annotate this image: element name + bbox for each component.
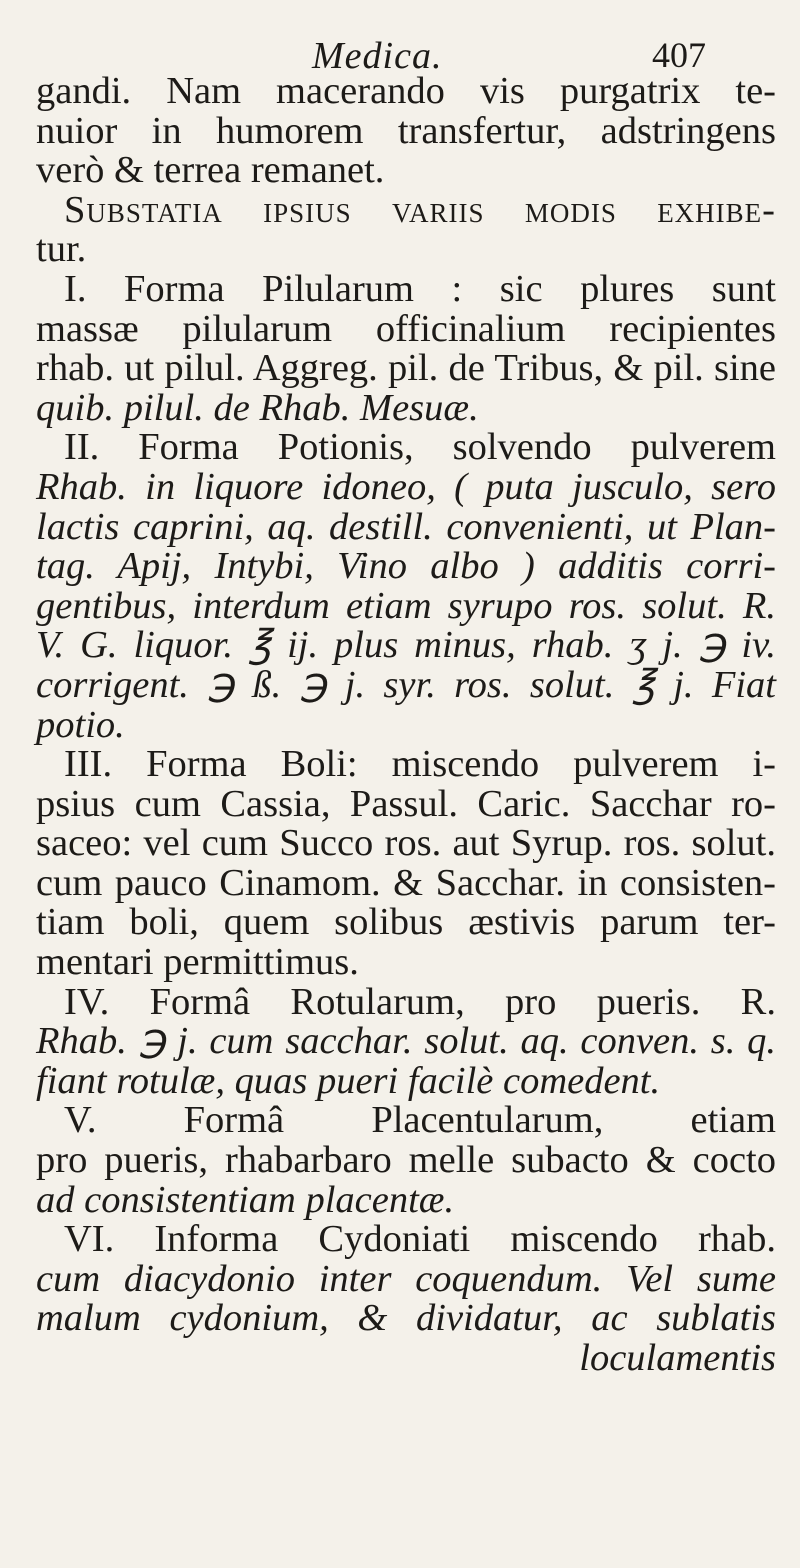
text-line: tag. Apij, Intybi, Vino albo ) additis corri- [36, 545, 776, 588]
text-line: verò & terrea remanet. [36, 149, 385, 192]
text-line: malum cydonium, & dividatur, ac sublatis [36, 1297, 776, 1340]
text-line: nuior in humorem transfertur, adstringens [36, 109, 776, 152]
text-line: tiam boli, quem solibus æstivis parum ter- [36, 901, 776, 944]
text-line: potio. [36, 703, 125, 746]
text-line: mentari permittimus. [36, 941, 359, 984]
page-number: 407 [652, 35, 706, 75]
text-line: gentibus, interdum etiam syrupo ros. solut. R. [36, 584, 776, 627]
text-line: corrigent. ℈ ß. ℈ j. syr. ros. solut. ℥ j. Fiat [36, 663, 776, 706]
text-line: massæ pilularum officinalium recipientes [36, 307, 776, 350]
text-line: II. Forma Potionis, solvendo pulverem [64, 426, 776, 469]
text-line: saceo: vel cum Succo ros. aut Syrup. ros. solut. [36, 822, 776, 865]
body-text [36, 72, 776, 1379]
text-line: cum pauco Cinamom. & Sacchar. in consisten- [36, 861, 776, 904]
text-line: Rhab. in liquore idoneo, ( puta jusculo, sero [36, 465, 776, 508]
running-title: Medica. [312, 35, 443, 77]
text-line: loculamentis [579, 1337, 776, 1379]
text-line: ad consistentiam placentæ. [36, 1178, 455, 1221]
text-line: tur. [36, 228, 87, 271]
text-line: IV. Formâ Rotularum, pro pueris. R. [64, 980, 776, 1023]
text-line: lactis caprini, aq. destill. convenienti, ut Plan- [36, 505, 776, 548]
text-line: V. G. liquor. ℥ ij. plus minus, rhab. ʒ j. ℈ iv. [36, 624, 776, 667]
text-line: cum diacydonio inter coquendum. Vel sume [36, 1257, 776, 1300]
text-line: gandi. Nam macerando vis purgatrix te- [36, 70, 776, 112]
text-line: fiant rotulæ, quas pueri facilè comedent. [36, 1059, 661, 1102]
text-line: rhab. ut pilul. Aggreg. pil. de Tribus, & pil. sine [36, 347, 776, 390]
text-line: psius cum Cassia, Passul. Caric. Sacchar ro- [36, 782, 776, 825]
text-line: pro pueris, rhabarbaro melle subacto & cocto [36, 1139, 776, 1182]
text-line: quib. pilul. de Rhab. Mesuæ. [36, 386, 479, 429]
text-line: VI. Informa Cydoniati miscendo rhab. [64, 1218, 776, 1261]
text-line: III. Forma Boli: miscendo pulverem i- [64, 743, 776, 786]
running-header [0, 34, 800, 77]
text-line: Rhab. ℈ j. cum sacchar. solut. aq. conven. s. q. [36, 1020, 776, 1063]
text-line: I. Forma Pilularum : sic plures sunt [64, 267, 776, 310]
text-line: V. Formâ Placentularum, etiam [64, 1099, 776, 1142]
text-line: Substatia ipsius variis modis exhibe- [64, 188, 776, 231]
